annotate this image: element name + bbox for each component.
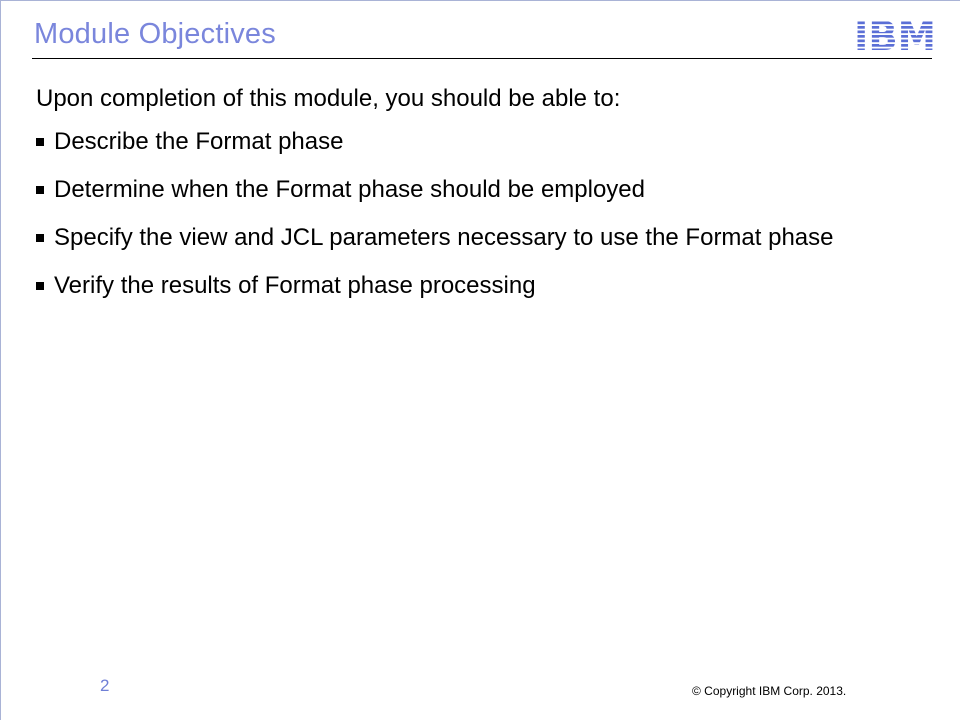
bullet-text: Determine when the Format phase should be employed [54,176,645,203]
objectives-list [36,128,834,320]
slide-title: Module Objectives [34,18,276,50]
list-item [36,272,834,320]
square-bullet-icon [36,138,44,146]
list-item [36,224,834,272]
bullet-text: Describe the Format phase [54,128,344,155]
bullet-text: Specify the view and JCL parameters necessary to use the Format phase [54,224,834,251]
title-divider [32,58,932,59]
copyright-notice: © Copyright IBM Corp. 2013. [692,684,847,698]
intro-text: Upon completion of this module, you should be able to: [36,85,621,112]
list-item [36,128,834,176]
page-number: 2 [100,676,110,695]
ibm-logo-icon [853,17,937,53]
square-bullet-icon [36,234,44,242]
list-item [36,176,834,224]
bullet-text: Verify the results of Format phase processing [54,272,536,299]
square-bullet-icon [36,282,44,290]
square-bullet-icon [36,186,44,194]
